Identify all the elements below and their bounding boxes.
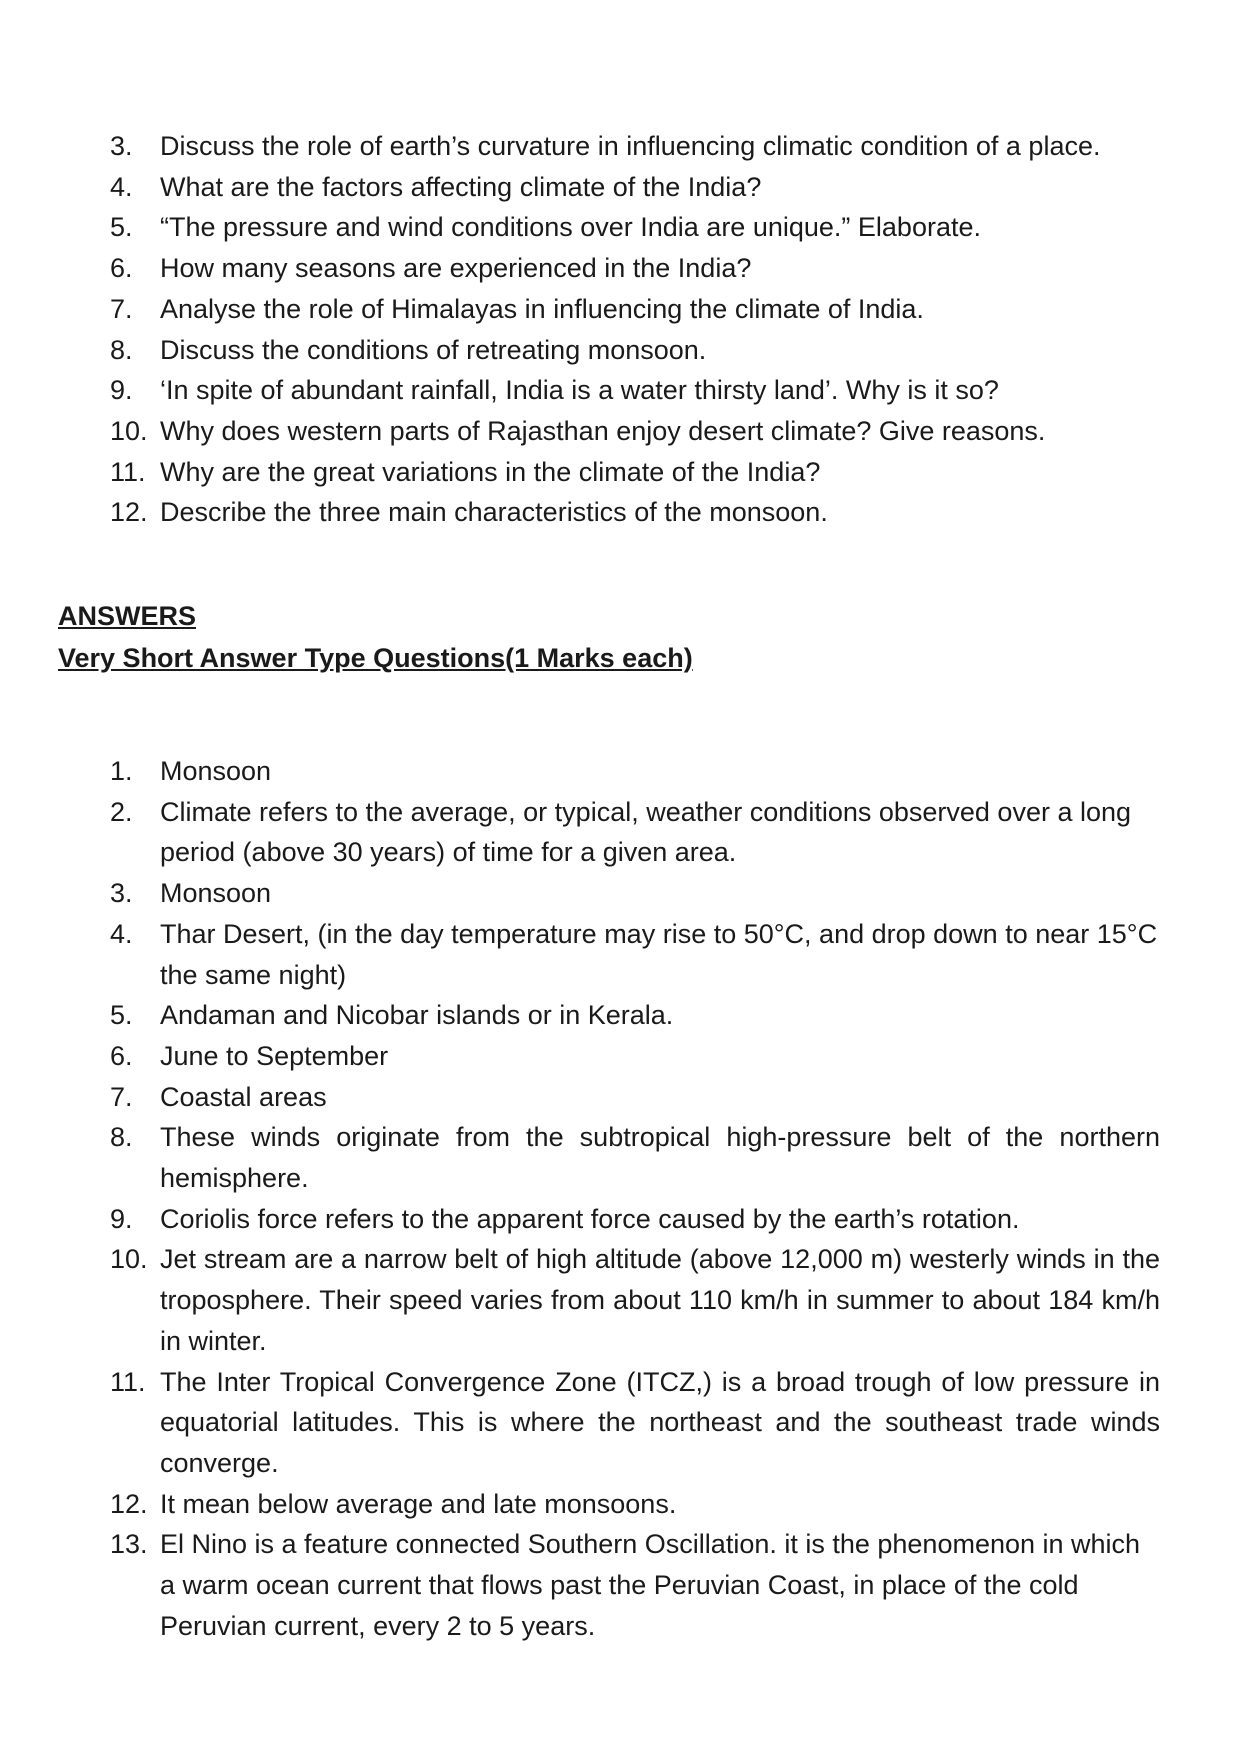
item-number: 11. — [110, 1366, 146, 1397]
item-text: Coastal areas — [160, 1081, 327, 1112]
item-number: 1. — [110, 756, 133, 786]
item-number: 10. — [110, 1244, 148, 1275]
item-text: Describe the three main characteristics of the monsoon. — [160, 497, 828, 528]
questions-list — [110, 126, 1160, 533]
item-number: 12. — [110, 1488, 148, 1519]
list-item — [110, 1036, 1160, 1077]
list-item — [110, 792, 1160, 873]
item-text: ‘In spite of abundant rainfall, India is a water thirsty land’. Why is it so? — [160, 375, 999, 406]
list-item — [110, 126, 1160, 167]
item-number: 5. — [110, 1000, 133, 1031]
item-text: Monsoon — [160, 878, 272, 909]
item-text: Analyse the role of Himalayas in influencing the climate of India. — [160, 293, 924, 324]
list-item — [110, 452, 1160, 493]
item-text: Monsoon — [160, 756, 272, 786]
list-item — [110, 1077, 1160, 1118]
item-number: 10. — [110, 415, 148, 446]
item-number: 4. — [110, 171, 133, 202]
item-number: 12. — [110, 497, 148, 528]
list-item — [110, 411, 1160, 452]
item-text: El Nino is a feature connected Southern Oscillation. it is the phenomenon in which a warm ocean current that flows past the Peruvian Coast, in place of the cold Peruvian current, every 2 to 5 years. — [160, 1529, 1141, 1641]
list-item — [110, 1239, 1160, 1361]
answers-list — [110, 751, 1160, 1646]
item-text: How many seasons are experienced in the India? — [160, 253, 752, 284]
list-item — [110, 492, 1160, 533]
list-item — [110, 914, 1160, 995]
list-item — [110, 1199, 1160, 1240]
item-number: 8. — [110, 334, 133, 365]
item-number: 3. — [110, 878, 133, 909]
section-subheading: Very Short Answer Type Questions(1 Marks each) — [58, 643, 693, 673]
item-text: What are the factors affecting climate of the India? — [160, 171, 762, 202]
item-number: 7. — [110, 293, 133, 324]
list-item — [110, 1362, 1160, 1484]
list-item — [110, 873, 1160, 914]
item-text: Why are the great variations in the climate of the India? — [160, 456, 821, 487]
item-text: Discuss the conditions of retreating monsoon. — [160, 334, 707, 365]
item-number: 6. — [110, 1040, 133, 1071]
item-text: Jet stream are a narrow belt of high altitude (above 12,000 m) westerly winds in the troposphere. Their speed varies from about 110 km/h in summer to about 184 km/h in winter. — [160, 1244, 1160, 1356]
item-number: 5. — [110, 212, 133, 243]
item-number: 13. — [110, 1529, 148, 1560]
list-item — [110, 167, 1160, 208]
item-text: Thar Desert, (in the day temperature may rise to 50°C, and drop down to near 15°C the same night) — [160, 918, 1158, 990]
item-text: Discuss the role of earth’s curvature in influencing climatic condition of a place. — [160, 131, 1101, 161]
item-text: Climate refers to the average, or typical, weather conditions observed over a long period (above 30 years) of time for a given area. — [160, 796, 1132, 868]
list-item — [110, 248, 1160, 289]
item-text: Coriolis force refers to the apparent force caused by the earth’s rotation. — [160, 1203, 1020, 1234]
list-item — [110, 995, 1160, 1036]
list-item — [110, 207, 1160, 248]
list-item — [110, 1117, 1160, 1198]
item-number: 6. — [110, 253, 133, 284]
item-number: 7. — [110, 1081, 133, 1112]
list-item — [110, 330, 1160, 371]
list-item — [110, 1484, 1160, 1525]
item-number: 4. — [110, 918, 133, 949]
item-number: 11. — [110, 456, 146, 487]
list-item — [110, 289, 1160, 330]
item-number: 8. — [110, 1122, 133, 1153]
item-number: 2. — [110, 796, 133, 827]
item-text: These winds originate from the subtropical high-pressure belt of the northern hemisphere. — [160, 1122, 1160, 1194]
answers-heading: ANSWERS — [58, 601, 197, 631]
item-number: 3. — [110, 131, 133, 161]
item-number: 9. — [110, 1203, 133, 1234]
item-text: Why does western parts of Rajasthan enjoy desert climate? Give reasons. — [160, 415, 1046, 446]
list-item — [110, 370, 1160, 411]
item-number: 9. — [110, 375, 133, 406]
list-item — [110, 751, 1160, 792]
item-text: “The pressure and wind conditions over India are unique.” Elaborate. — [160, 212, 981, 243]
item-text: It mean below average and late monsoons. — [160, 1488, 677, 1519]
list-item — [110, 1524, 1160, 1646]
item-text: June to September — [160, 1040, 389, 1071]
item-text: Andaman and Nicobar islands or in Kerala. — [160, 1000, 674, 1031]
item-text: The Inter Tropical Convergence Zone (ITCZ,) is a broad trough of low pressure in equatorial latitudes. This is where the northeast and the southeast trade winds converge. — [160, 1366, 1160, 1478]
